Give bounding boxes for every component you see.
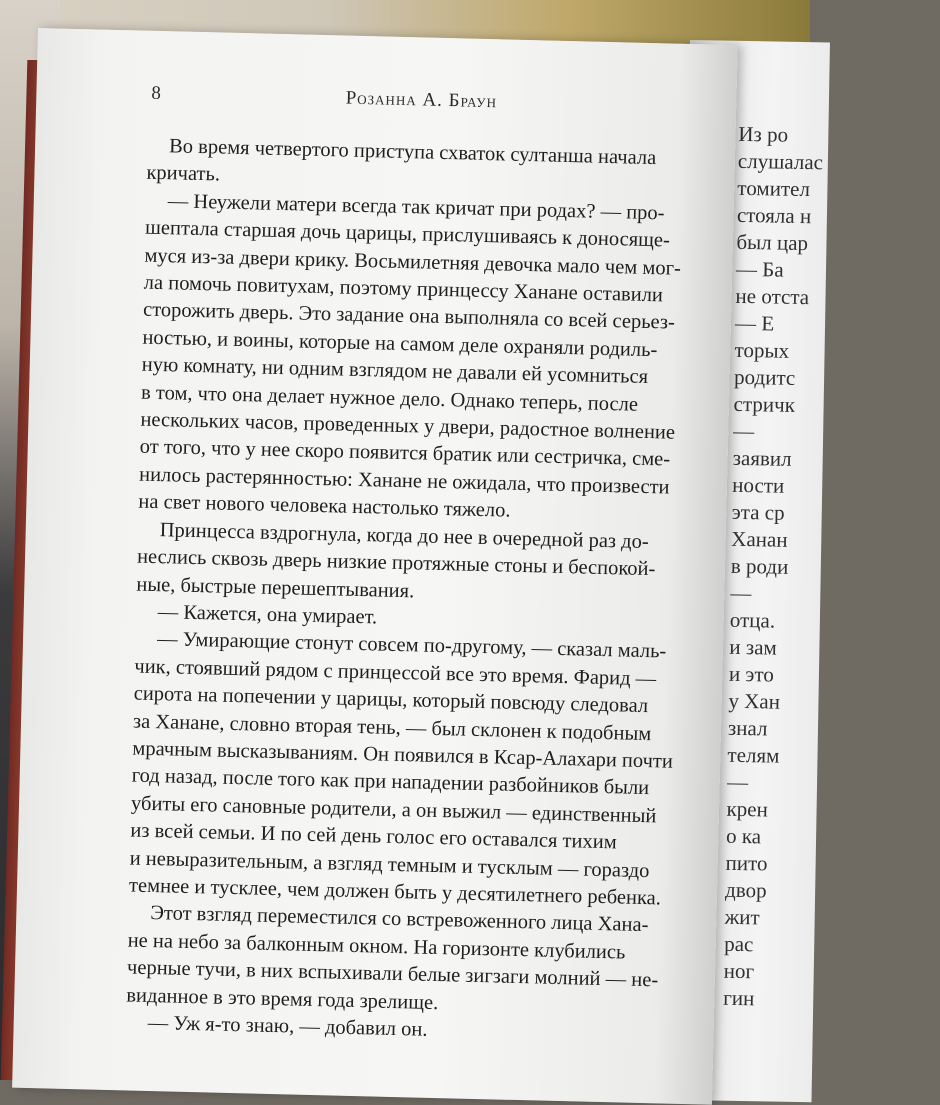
text-line: ла помочь повитухам, поэтому принцессу Ханане оставили [143,271,664,307]
text-line: — Кажется, она умирает. [157,601,378,629]
next-page-line: жит [724,904,760,930]
next-page-line: томител [737,175,811,202]
next-page-line: крен [726,796,769,822]
page-header [151,83,691,120]
next-page-line: пито [725,850,768,876]
text-line: чик, стоявший рядом с принцессой все это время. Фарид — [134,655,657,691]
next-page-line: знал [727,715,768,741]
text-line: сирота на попечении у царицы, который повсюду следовал [133,682,649,718]
text-line: — Неужели матери всегда так кричат при родах? — про- [167,190,665,225]
next-page-line: двор [724,877,767,903]
next-page-line: не отста [735,283,810,310]
next-page-line: о ка [725,823,762,849]
text-line: ностью, и воины, которые на самом деле охраняли родиль- [142,326,658,362]
text-line: сторожить дверь. Это задание она выполняла со всей серьез- [142,299,676,335]
next-page-line: ности [732,472,785,498]
next-page-line: — [730,580,752,606]
next-page-line: Из ро [738,121,789,147]
text-line: мрачным высказываниям. Он появился в Ксар-Алахари почти [132,737,674,773]
text-line: Принцесса вздрогнула, когда до нее в очередной раз до- [159,518,649,553]
text-line: — Уж я-то знаю, — добавил он. [147,1011,428,1041]
next-page-line: телям [727,742,780,768]
next-page-line: был цар [736,229,809,256]
book-page [12,28,738,1105]
text-line: в том, что она делает нужное дело. Однако теперь, после [140,381,639,416]
text-line: от того, что у нее скоро появится братик или сестричка, сме- [139,436,671,472]
text-line: виданное в это время года зрелище. [126,984,439,1014]
text-line: из всей семьи. И по сей день голос его оставался тихим [130,819,617,854]
next-page-line: стояла н [736,202,812,229]
text-line: Этот взгляд переместился со встревоженного лица Хана- [150,902,649,937]
next-page-line: и зам [729,634,778,660]
next-page-line: у Хан [728,688,781,714]
next-page-text [723,121,939,1015]
next-page-line: торых [734,337,790,363]
text-line: Во время четвертого приступа схваток султанша начала [168,135,657,170]
text-line: — Умирающие стонут совсем по-другому, — сказал маль- [156,628,667,663]
text-line: муся из-за двери крику. Восьмилетняя девочка мало чем мог- [144,244,682,280]
text-line: убиты его сановные родители, а он выжил — единственный [130,792,657,828]
next-page-line: родитс [733,364,796,390]
next-page-line: ног [723,958,755,984]
text-line: на свет нового человека настолько тяжело. [138,490,511,522]
page-body-text [125,133,717,1051]
next-page-line: — [732,418,755,444]
text-line: неслись сквозь дверь низкие протяжные стоны и беспокой- [136,545,656,581]
next-page-line: заявил [732,445,792,471]
text-line: кричать. [146,162,221,186]
text-line: ные, быстрые перешептывания. [136,573,415,602]
next-page-line: — Ба [735,256,784,282]
text-line: и невыразительным, а взгляд темным и тусклым — гораздо [129,847,650,882]
next-page-line: рас [724,931,754,957]
text-line: темнее и тусклее, чем должен быть у десятилетнего ребенка. [128,874,662,910]
text-line: за Ханане, словно вторая тень, — был склонен к подобным [132,710,652,745]
text-line: нилось растерянностью: Ханане не ожидала, что произвести [138,463,670,499]
text-line: ную комнату, ни одним взглядом не давали ей усомниться [141,353,649,389]
next-page-line: в роди [730,553,789,579]
text-line: нескольких часов, проведенных у двери, радостное волнение [140,408,676,444]
next-page-line: и это [728,661,775,687]
next-page-line: отца. [729,607,776,633]
text-line: не на небо за балконным окном. На горизонте клубились [127,929,626,964]
next-page-line: гин [723,985,755,1011]
next-page-line: эта ср [731,499,785,525]
page-number: 8 [151,82,163,105]
text-line: черные тучи, в них вспыхивали белые зигзаги молний — не- [126,956,659,992]
text-line: шептала старшая дочь царицы, прислушиваясь к доносяще- [144,216,671,252]
text-line: год назад, после того как при нападении разбойников были [131,764,650,800]
next-page-line: стричк [733,391,796,417]
next-page-line: — Е [734,310,775,336]
next-page-line: — [726,769,749,795]
running-head: Розанна А. Браун [345,87,498,113]
next-page-line: Ханан [731,526,788,552]
next-page-line: слушалас [737,148,824,175]
